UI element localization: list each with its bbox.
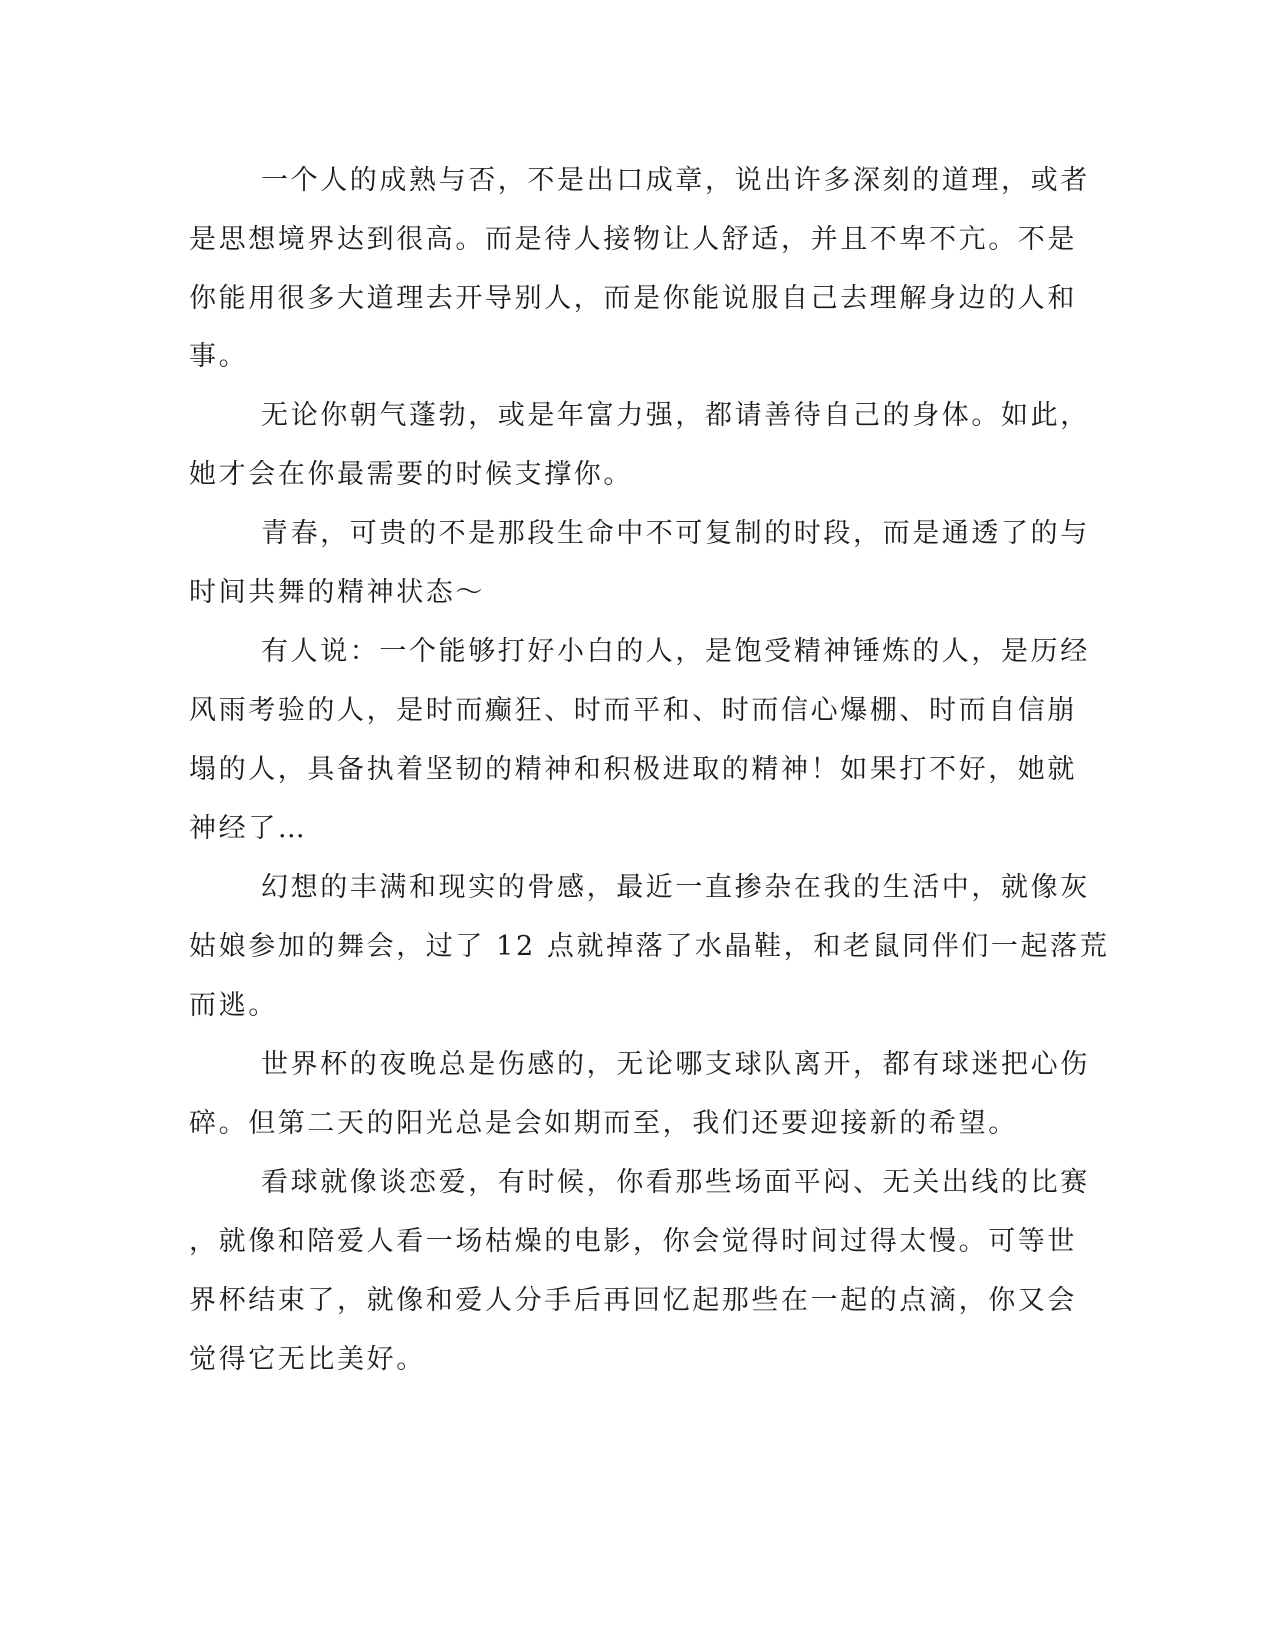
paragraph-1-line-2: 是思想境界达到很高。而是待人接物让人舒适，并且不卑不亢。不是 [189,224,1077,255]
paragraph-6-line-2: 碎。但第二天的阳光总是会如期而至，我们还要迎接新的希望。 [189,1108,1018,1139]
paragraph-7-line-1: 看球就像谈恋爱，有时候，你看那些场面平闷、无关出线的比赛 [261,1167,1090,1198]
paragraph-4-line-3: 塌的人，具备执着坚韧的精神和积极进取的精神！如果打不好，她就 [189,754,1077,785]
paragraph-2-line-2: 她才会在你最需要的时候支撑你。 [189,459,633,490]
paragraph-1-line-4: 事。 [189,341,249,372]
paragraph-4-line-2: 风雨考验的人，是时而癫狂、时而平和、时而信心爆棚、时而自信崩 [189,695,1077,726]
paragraph-5-line-3: 而逃。 [189,990,278,1021]
paragraph-7-line-2: ，就像和陪爱人看一场枯燥的电影，你会觉得时间过得太慢。可等世 [189,1226,1077,1257]
paragraph-3-line-2: 时间共舞的精神状态～ [189,577,485,608]
paragraph-5-line-2: 姑娘参加的舞会，过了 12 点就掉落了水晶鞋，和老鼠同伴们一起落荒 [189,931,1110,962]
paragraph-1-line-1: 一个人的成熟与否，不是出口成章，说出许多深刻的道理，或者 [261,165,1090,196]
paragraph-7-line-3: 界杯结束了，就像和爱人分手后再回忆起那些在一起的点滴，你又会 [189,1285,1077,1316]
paragraph-4-line-1: 有人说：一个能够打好小白的人，是饱受精神锤炼的人，是历经 [261,636,1090,667]
paragraph-1-line-3: 你能用很多大道理去开导别人，而是你能说服自己去理解身边的人和 [189,283,1077,314]
paragraph-5-line-1: 幻想的丰满和现实的骨感，最近一直掺杂在我的生活中，就像灰 [261,872,1090,903]
paragraph-6-line-1: 世界杯的夜晚总是伤感的，无论哪支球队离开，都有球迷把心伤 [261,1049,1090,1080]
paragraph-4-line-4: 神经了… [189,813,308,844]
paragraph-3-line-1: 青春，可贵的不是那段生命中不可复制的时段，而是通透了的与 [261,518,1090,549]
paragraph-7-line-4: 觉得它无比美好。 [189,1344,426,1375]
paragraph-2-line-1: 无论你朝气蓬勃，或是年富力强，都请善待自己的身体。如此， [261,400,1090,431]
